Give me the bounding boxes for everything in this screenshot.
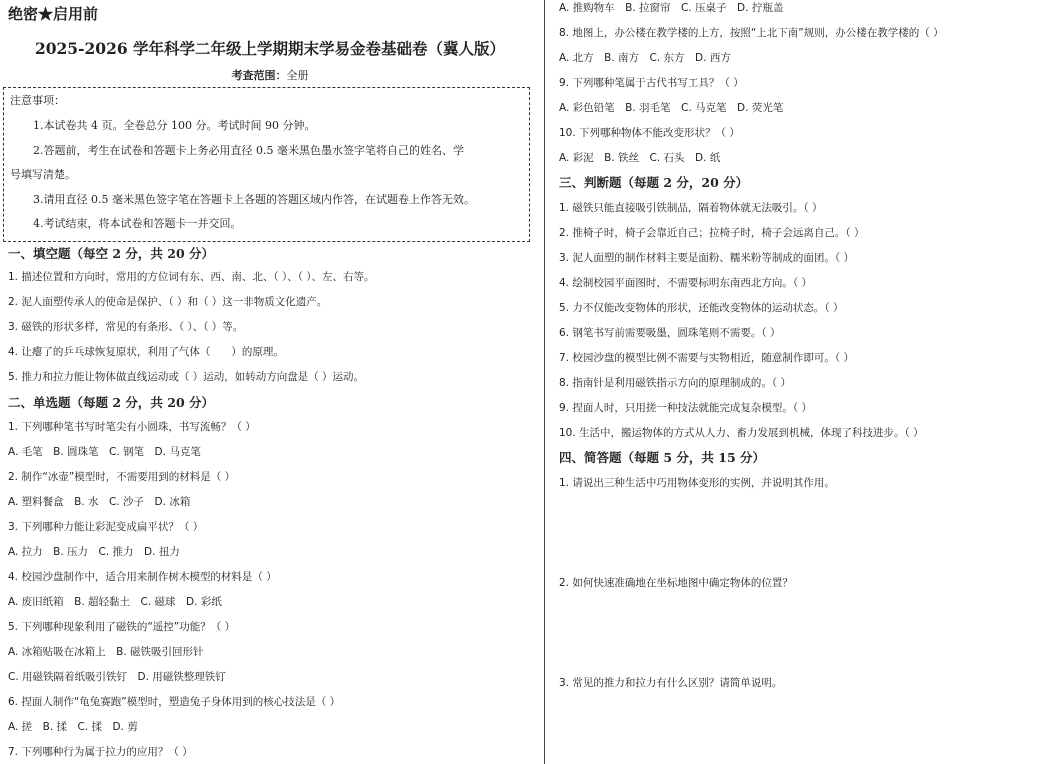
option-line: A. 彩色铅笔 B. 羽毛笔 C. 马克笔 D. 荧光笔 [559,102,784,114]
column-divider [544,0,545,764]
question-item: 4. 校园沙盘制作中，适合用来制作树木模型的材料是（ ） [8,571,277,583]
question-item: 6. 捏面人制作“龟兔赛跑”模型时，塑造兔子身体用到的核心技法是（ ） [8,696,341,708]
scope-label: 考查范围： [231,69,287,82]
scope-value: 全册 [286,69,309,82]
question-item: 5. 下列哪种现象利用了磁铁的“遥控”功能？（ ） [8,621,236,633]
question-item: 8. 指南针是利用磁铁指示方向的原理制成的。（ ） [559,377,791,389]
section-judge-heading: 三、判断题（每题 2 分，20 分） [559,175,749,190]
question-item: 5. 力不仅能改变物体的形状，还能改变物体的运动状态。（ ） [559,302,844,314]
question-item: 3. 常见的推力和拉力有什么区别？请简单说明。 [559,677,783,689]
option-line: A. 彩泥 B. 铁丝 C. 石头 D. 纸 [559,152,721,164]
question-item: 9. 捏面人时，只用搓一种技法就能完成复杂模型。（ ） [559,402,812,414]
notice-heading: 注意事项： [10,94,65,107]
notice-line: 3.请用直径 0.5 毫米黑色签字笔在答题卡上各题的答题区域内作答，在试题卷上作答无效。 [33,193,475,206]
question-item: 1. 请说出三种生活中巧用物体变形的实例，并说明其作用。 [559,477,835,489]
question-item: 2. 制作“冰壶”模型时，不需要用到的材料是（ ） [8,471,236,483]
question-item: 3. 泥人面塑的制作材料主要是面粉、糯米粉等制成的面团。（ ） [559,252,854,264]
section-choice-heading: 二、单选题（每题 2 分，共 20 分） [8,395,215,410]
notice-line: 号填写清楚。 [10,168,76,181]
question-item: 8. 地图上，办公楼在教学楼的上方，按照“上北下南”规则，办公楼在教学楼的（ ） [559,27,944,39]
question-item: 10. 生活中，搬运物体的方式从人力、畜力发展到机械，体现了科技进步。（ ） [559,427,924,439]
question-item: 2. 如何快速准确地在坐标地图中确定物体的位置？ [559,577,793,589]
right-column [555,0,1037,764]
question-item: 3. 下列哪种力能让彩泥变成扁平状？（ ） [8,521,204,533]
secret-mark: 绝密★启用前 [8,5,99,23]
option-line: A. 毛笔 B. 圆珠笔 C. 钢笔 D. 马克笔 [8,446,201,458]
notice-line: 4.考试结束，将本试卷和答题卡一并交回。 [33,217,242,230]
option-line: A. 拉力 B. 压力 C. 推力 D. 扭力 [8,546,180,558]
option-line: A. 废旧纸箱 B. 超轻黏土 C. 磁球 D. 彩纸 [8,596,222,608]
question-item: 1. 磁铁只能直接吸引铁制品，隔着物体就无法吸引。（ ） [559,202,823,214]
notice-box [3,87,530,242]
exam-title: 2025-2026 学年科学二年级上学期期末学易金卷基础卷（冀人版） [34,39,506,58]
question-item: 9. 下列哪种笔属于古代书写工具？（ ） [559,77,744,89]
notice-line: 2.答题前，考生在试卷和答题卡上务必用直径 0.5 毫米黑色墨水签字笔将自己的姓名、学 [33,144,464,157]
question-item: 1. 描述位置和方向时，常用的方位词有东、西、南、北、（ ）、（ ）、左、右等。 [8,271,375,283]
question-item: 4. 绘制校园平面图时，不需要标明东南西北方向。（ ） [559,277,812,289]
question-item: 7. 下列哪种行为属于拉力的应用？（ ） [8,746,193,758]
section-short-heading: 四、简答题（每题 5 分，共 15 分） [559,450,766,465]
option-line: A. 搓 B. 揉 C. 揉 D. 剪 [8,721,138,733]
section-fill-heading: 一、填空题（每空 2 分，共 20 分） [8,246,215,261]
option-line: A. 冰箱贴吸在冰箱上 B. 磁铁吸引回形针 [8,646,204,658]
question-item: 1. 下列哪种笔书写时笔尖有小圆珠，书写流畅？（ ） [8,421,256,433]
question-item: 10. 下列哪种物体不能改变形状？（ ） [559,127,740,139]
exam-scope [0,67,540,83]
question-item: 6. 钢笔书写前需要吸墨，圆珠笔则不需要。（ ） [559,327,781,339]
option-line: C. 用磁铁隔着纸吸引铁钉 D. 用磁铁整理铁钉 [8,671,226,683]
question-item: 2. 推椅子时，椅子会靠近自己；拉椅子时，椅子会远离自己。（ ） [559,227,865,239]
option-line: A. 推购物车 B. 拉窗帘 C. 压桌子 D. 拧瓶盖 [559,2,784,14]
question-item: 7. 校园沙盘的模型比例不需要与实物相近，随意制作即可。（ ） [559,352,854,364]
question-item: 4. 让瘪了的乒乓球恢复原状，利用了气体（ ）的原理。 [8,346,284,358]
option-line: A. 塑料餐盒 B. 水 C. 沙子 D. 冰箱 [8,496,191,508]
option-line: A. 北方 B. 南方 C. 东方 D. 西方 [559,52,731,64]
notice-line: 1.本试卷共 4 页。全卷总分 100 分。考试时间 90 分钟。 [33,119,316,132]
question-item: 2. 泥人面塑传承人的使命是保护、（ ）和（ ）这一非物质文化遗产。 [8,296,328,308]
question-item: 3. 磁铁的形状多样，常见的有条形、（ ）、（ ）等。 [8,321,244,333]
question-item: 5. 推力和拉力能让物体做直线运动或（ ）运动，如转动方向盘是（ ）运动。 [8,371,365,383]
